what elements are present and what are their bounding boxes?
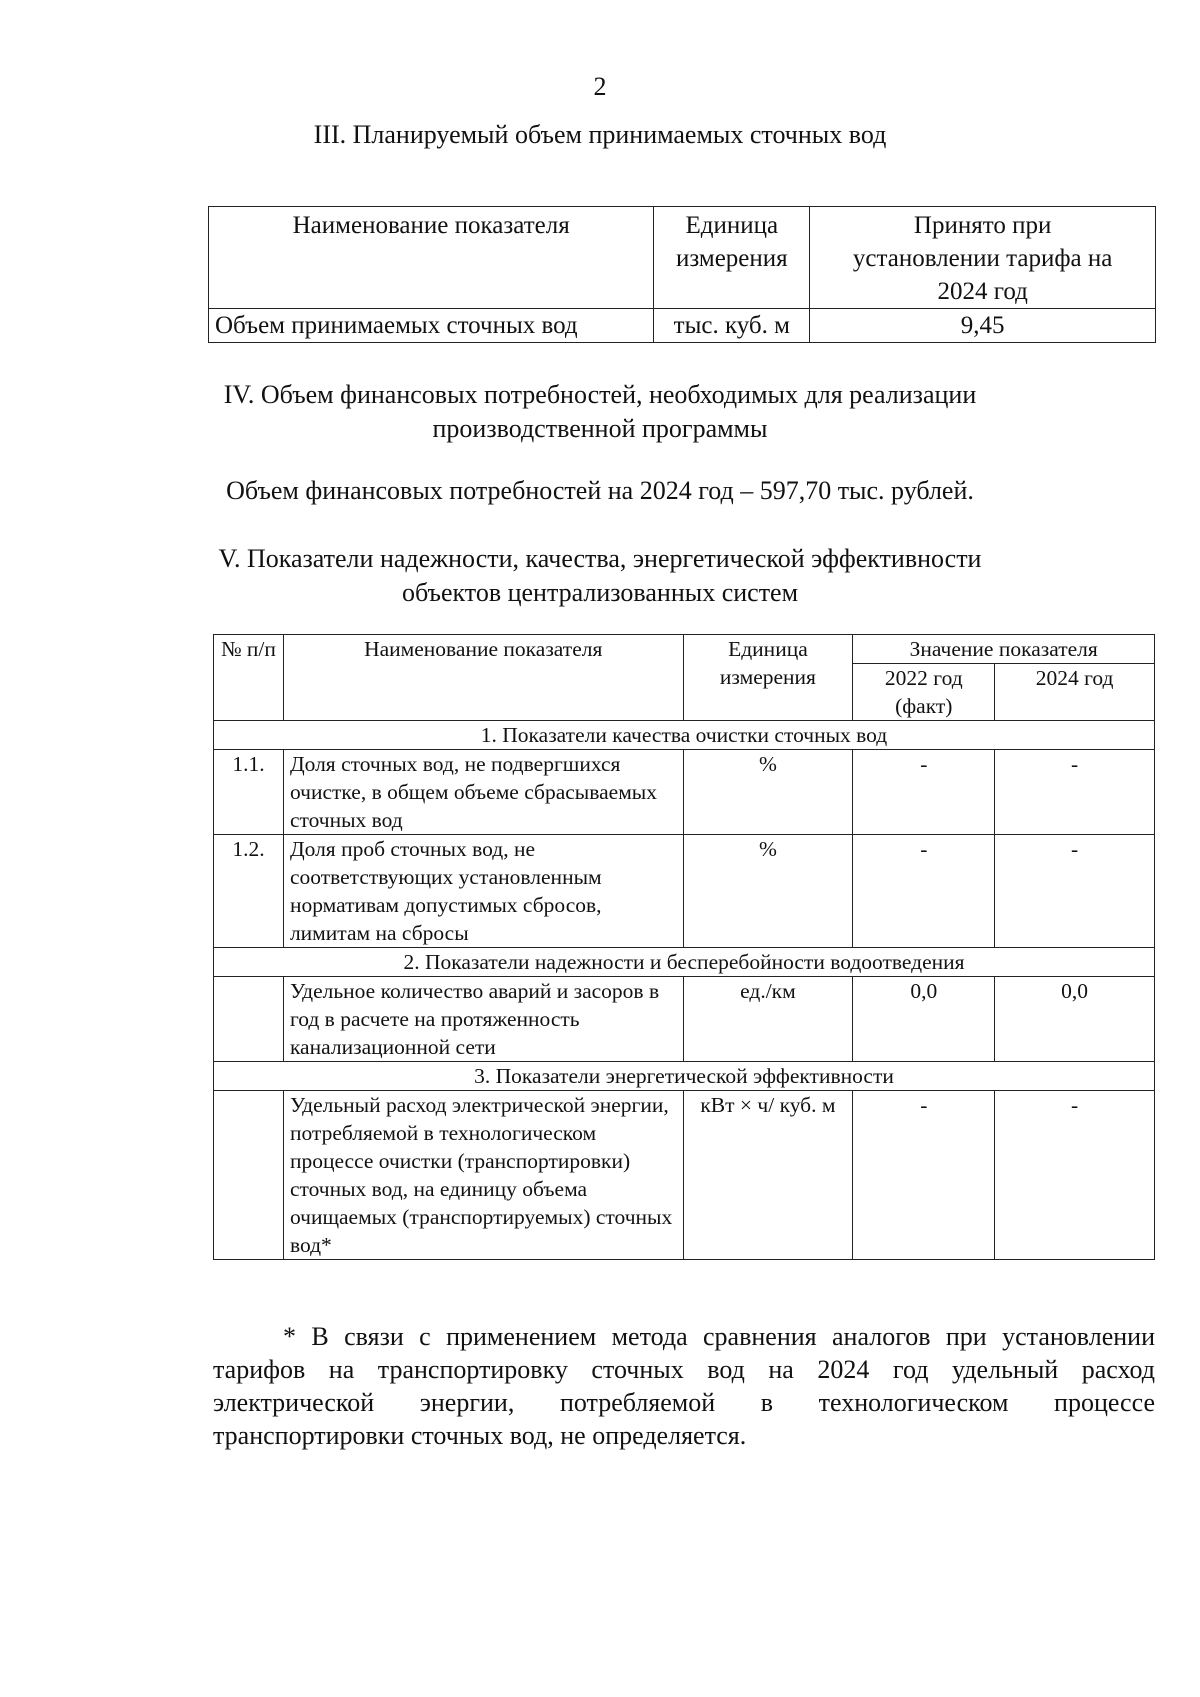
header-accepted-value: Принято при установлении тарифа на 2024 год <box>810 207 1156 309</box>
table-row <box>214 1091 1155 1260</box>
cell-value-2024: - <box>995 835 1155 948</box>
cell-unit: % <box>683 750 853 835</box>
cell-value-2024: - <box>995 1091 1155 1260</box>
cell-unit: % <box>683 835 853 948</box>
header-number: № п/п <box>214 635 284 721</box>
section4-title-line2: производственной программы <box>432 414 768 443</box>
cell-value-2022: - <box>853 1091 995 1260</box>
cell-number <box>214 1091 284 1260</box>
header-value: Значение показателя <box>853 635 1155 664</box>
table-row <box>214 835 1155 948</box>
table-header-row <box>209 207 1156 309</box>
section5-title-line2: объектов централизованных систем <box>401 578 799 607</box>
cell-unit: кВт × ч/ куб. м <box>683 1091 853 1260</box>
cell-value-2024: 0,0 <box>995 977 1155 1062</box>
cell-indicator-name: Удельное количество аварий и засоров в год в расчете на протяженность канализационной сети <box>283 977 683 1062</box>
cell-indicator-name: Доля сточных вод, не подвергшихся очистке, в общем объеме сбрасываемых сточных вод <box>283 750 683 835</box>
header-year-2024: 2024 год <box>995 664 1155 721</box>
header-indicator-name: Наименование показателя <box>283 635 683 721</box>
section5-title-line1: V. Показатели надежности, качества, энергетической эффективности <box>218 544 982 573</box>
group2-title: 2. Показатели надежности и бесперебойности водоотведения <box>214 948 1155 977</box>
group3-title: 3. Показатели энергетической эффективности <box>214 1062 1155 1091</box>
table-row <box>214 977 1155 1062</box>
cell-indicator-name: Удельный расход электрической энергии, потребляемой в технологическом процессе очистки (транспортировки) сточных вод, на единицу объема очищаемых (транспортируемых) сточных вод* <box>283 1091 683 1260</box>
section4-title-line1: IV. Объем финансовых потребностей, необходимых для реализации <box>223 380 977 409</box>
table-header-row <box>214 635 1155 664</box>
footnote: * В связи с применением метода сравнения аналогов при установлении тарифов на транспортировку сточных вод на 2024 год удельный расход электрической энергии, потребляемой в технологическом процессе транспортировки сточных вод, не определяется. <box>213 1322 1155 1450</box>
header-unit: Единица измерения <box>654 207 810 309</box>
header-indicator-name: Наименование показателя <box>209 207 654 309</box>
cell-number <box>214 977 284 1062</box>
table-row <box>214 750 1155 835</box>
cell-indicator-name: Доля проб сточных вод, не соответствующих установленным нормативам допустимых сбросов, лимитам на сбросы <box>283 835 683 948</box>
planned-volume-table <box>208 206 1156 343</box>
group-row <box>214 721 1155 750</box>
page-number: 2 <box>593 72 607 101</box>
indicators-table <box>213 634 1155 1260</box>
header-year-2022: 2022 год (факт) <box>853 664 995 721</box>
cell-number: 1.1. <box>214 750 284 835</box>
financial-needs-text: Объем финансовых потребностей на 2024 год – 597,70 тыс. рублей. <box>226 476 974 505</box>
group-row <box>214 948 1155 977</box>
table-row <box>209 309 1156 343</box>
cell-value-2022: 0,0 <box>853 977 995 1062</box>
cell-value-2022: - <box>853 835 995 948</box>
group-row <box>214 1062 1155 1091</box>
cell-number: 1.2. <box>214 835 284 948</box>
group1-title: 1. Показатели качества очистки сточных вод <box>214 721 1155 750</box>
cell-value-2022: - <box>853 750 995 835</box>
section3-title: III. Планируемый объем принимаемых сточных вод <box>313 120 887 149</box>
cell-unit: ед./км <box>683 977 853 1062</box>
cell-value: 9,45 <box>810 309 1156 343</box>
header-unit: Единица измерения <box>683 635 853 721</box>
cell-indicator-name: Объем принимаемых сточных вод <box>209 309 654 343</box>
cell-unit: тыс. куб. м <box>654 309 810 343</box>
cell-value-2024: - <box>995 750 1155 835</box>
